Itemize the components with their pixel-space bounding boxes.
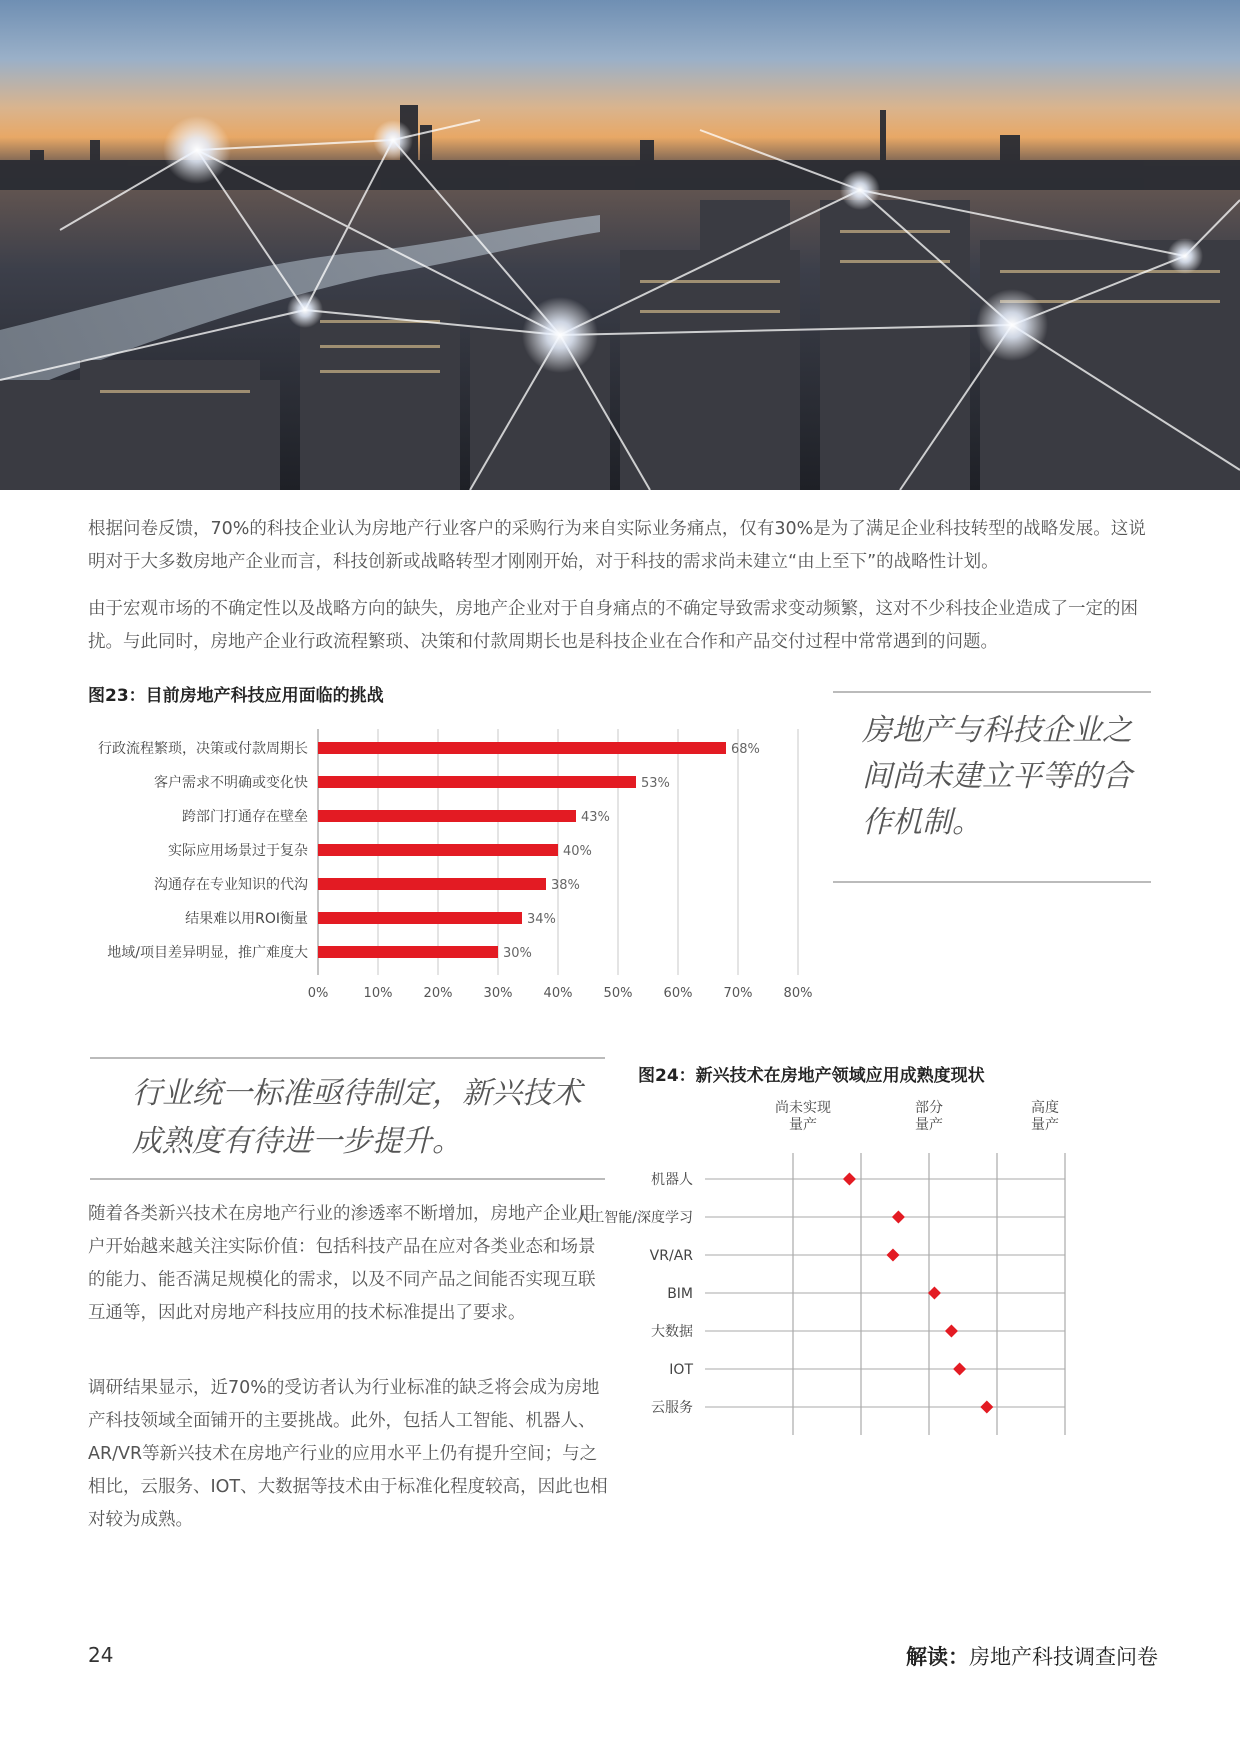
category-label: 人工智能/深度学习	[576, 1210, 693, 1226]
bar	[318, 946, 498, 958]
data-label: 34%	[527, 912, 556, 927]
bar	[318, 912, 522, 924]
data-label: 40%	[563, 844, 592, 859]
figure-24-maturity-chart	[576, 1095, 1100, 1435]
page-number: 24	[88, 1643, 114, 1667]
diamond-marker	[886, 1249, 899, 1262]
x-tick-label: 30%	[483, 986, 513, 1001]
quote1-top-rule	[833, 691, 1151, 693]
figure-23-title: 图23：目前房地产科技应用面临的挑战	[88, 686, 384, 706]
body-paragraph-1: 随着各类新兴技术在房地产行业的渗透率不断增加，房地产企业用户开始越来越关注实际价值：包括科技产品在应对各类业态和场景的能力、能否满足规模化的需求，以及不同产品之间能否实现互联互通等，因此对房地产科技应用的技术标准提出了要求。	[88, 1204, 596, 1323]
category-label: 沟通存在专业知识的代沟	[154, 877, 308, 893]
diamond-marker	[843, 1173, 856, 1186]
x-tick-label: 40%	[543, 986, 573, 1001]
bar	[318, 844, 558, 856]
intro-paragraph-2: 由于宏观市场的不确定性以及战略方向的缺失，房地产企业对于自身痛点的不确定导致需求变动频繁，这对不少科技企业造成了一定的困扰。与此同时，房地产企业行政流程繁琐、决策和付款周期长也是科技企业在合作和产品交付过程中常常遇到的问题。	[88, 599, 1138, 652]
category-label: 行政流程繁琐，决策或付款周期长	[98, 741, 308, 757]
x-tick-label: 60%	[663, 986, 693, 1001]
x-tick-label: 50%	[603, 986, 633, 1001]
diamond-marker	[928, 1287, 941, 1300]
column-header-line1: 高度	[1031, 1100, 1059, 1116]
footer-title-bold: 解读：	[906, 1645, 969, 1669]
x-tick-label: 80%	[783, 986, 813, 1001]
column-header-line2: 量产	[915, 1117, 943, 1133]
column-header-line2: 量产	[1031, 1117, 1059, 1133]
diamond-marker	[892, 1211, 905, 1224]
x-tick-label: 10%	[363, 986, 393, 1001]
data-label: 53%	[641, 776, 670, 791]
bar	[318, 742, 726, 754]
category-label: 跨部门打通存在壁垒	[182, 809, 308, 825]
diamond-marker	[980, 1401, 993, 1414]
category-label: 地域/项目差异明显，推广难度大	[107, 945, 308, 961]
data-label: 38%	[551, 878, 580, 893]
hero-city-network-image	[0, 0, 1240, 490]
quote2-top-rule	[90, 1057, 605, 1059]
figure-23-bar-chart	[70, 715, 830, 1001]
quote1-bottom-rule	[833, 881, 1151, 883]
bar	[318, 810, 576, 822]
category-label: 大数据	[651, 1324, 693, 1340]
data-label: 30%	[503, 946, 532, 961]
figure-24-title: 图24：新兴技术在房地产领域应用成熟度现状	[638, 1066, 985, 1086]
category-label: 机器人	[651, 1172, 693, 1188]
category-label: 云服务	[651, 1400, 693, 1416]
category-label: IOT	[669, 1362, 693, 1378]
pull-quote-2: 行业统一标准亟待制定，新兴技术成熟度有待进一步提升。	[132, 1076, 582, 1159]
category-label: 实际应用场景过于复杂	[168, 843, 308, 859]
column-header-line1: 部分	[915, 1100, 943, 1116]
diamond-marker	[945, 1325, 958, 1338]
diamond-marker	[953, 1363, 966, 1376]
intro-paragraph-1: 根据问卷反馈，70%的科技企业认为房地产行业客户的采购行为来自实际业务痛点，仅有30%是为了满足企业科技转型的战略发展。这说明对于大多数房地产企业而言，科技创新或战略转型才刚刚开始，对于科技的需求尚未建立“由上至下”的战略性计划。	[88, 519, 1146, 572]
category-label: 结果难以用ROI衡量	[185, 911, 308, 927]
data-label: 43%	[581, 810, 610, 825]
category-label: 客户需求不明确或变化快	[154, 775, 308, 791]
quote2-bottom-rule	[90, 1178, 605, 1180]
body-paragraph-2: 调研结果显示，近70%的受访者认为行业标准的缺乏将会成为房地产科技领域全面铺开的主要挑战。此外，包括人工智能、机器人、AR/VR等新兴技术在房地产行业的应用水平上仍有提升空间；与之相比，云服务、IOT、大数据等技术由于标准化程度较高，因此也相对较为成熟。	[88, 1378, 608, 1530]
category-label: BIM	[667, 1286, 693, 1302]
x-tick-label: 20%	[423, 986, 453, 1001]
bar	[318, 776, 636, 788]
data-label: 68%	[731, 742, 760, 757]
footer-title-rest: 房地产科技调查问卷	[969, 1645, 1158, 1669]
pull-quote-1: 房地产与科技企业之间尚未建立平等的合作机制。	[862, 713, 1132, 840]
footer-title	[906, 1641, 1158, 1671]
column-header-line1: 尚未实现	[775, 1100, 831, 1116]
category-label: VR/AR	[649, 1248, 693, 1264]
column-header-line2: 量产	[789, 1117, 817, 1133]
x-tick-label: 0%	[307, 986, 329, 1001]
bar	[318, 878, 546, 890]
x-tick-label: 70%	[723, 986, 753, 1001]
